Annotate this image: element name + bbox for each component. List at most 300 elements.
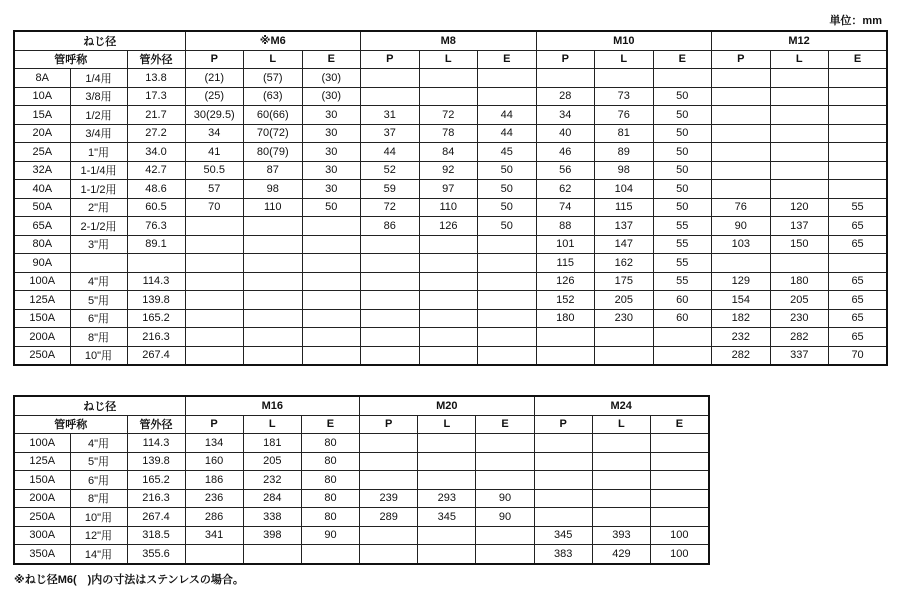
table-row	[14, 143, 887, 162]
cell-size: 200A	[14, 489, 70, 508]
cell-value: 44	[478, 124, 537, 143]
cell-value	[592, 508, 650, 527]
cell-value: 60	[653, 291, 712, 310]
cell-size: 100A	[14, 272, 70, 291]
cell-value: 230	[595, 309, 654, 328]
cell-value	[360, 434, 418, 453]
cell-value: 76	[595, 106, 654, 125]
cell-nominal: 6"用	[70, 471, 127, 490]
cell-value: 115	[595, 198, 654, 217]
cell-nominal: 5"用	[70, 291, 127, 310]
cell-value: 230	[770, 309, 829, 328]
cell-value: 97	[419, 180, 478, 199]
cell-value	[476, 434, 534, 453]
cell-value: 31	[361, 106, 420, 125]
cell-value: 338	[243, 508, 301, 527]
cell-value: (30)	[302, 87, 361, 106]
cell-value	[829, 69, 888, 88]
cell-nominal: 12"用	[70, 526, 127, 545]
cell-value	[301, 545, 359, 564]
cell-value	[361, 328, 420, 347]
cell-value	[478, 87, 537, 106]
cell-value: 175	[595, 272, 654, 291]
cell-value: 50	[478, 180, 537, 199]
cell-value: 205	[770, 291, 829, 310]
cell-value	[302, 328, 361, 347]
cell-value: 28	[536, 87, 595, 106]
cell-value	[651, 434, 709, 453]
spec-table-m6-m12	[13, 30, 888, 366]
cell-value	[478, 328, 537, 347]
cell-nominal: 5"用	[70, 452, 127, 471]
cell-value: 72	[419, 106, 478, 125]
cell-value: 73	[595, 87, 654, 106]
header-col-e: E	[301, 415, 359, 434]
cell-value: 50	[302, 198, 361, 217]
cell-value: 30	[302, 143, 361, 162]
cell-value: 34	[536, 106, 595, 125]
cell-value: 282	[770, 328, 829, 347]
cell-value	[595, 328, 654, 347]
cell-outer-diameter: 165.2	[127, 309, 185, 328]
cell-value: 55	[653, 217, 712, 236]
table-row	[14, 291, 887, 310]
header-col-l: L	[770, 50, 829, 69]
cell-outer-diameter: 89.1	[127, 235, 185, 254]
cell-outer-diameter: 267.4	[127, 508, 185, 527]
cell-value	[185, 291, 244, 310]
cell-value: 126	[536, 272, 595, 291]
cell-value: 284	[243, 489, 301, 508]
cell-value	[244, 217, 303, 236]
cell-value: 104	[595, 180, 654, 199]
cell-value	[360, 452, 418, 471]
header-nominal: 管呼称	[14, 50, 127, 69]
cell-value: 115	[536, 254, 595, 273]
cell-value: 289	[360, 508, 418, 527]
cell-value: 65	[829, 235, 888, 254]
cell-value: 80	[301, 434, 359, 453]
cell-value	[360, 526, 418, 545]
cell-value: 55	[653, 254, 712, 273]
cell-outer-diameter: 114.3	[127, 272, 185, 291]
cell-value	[712, 143, 771, 162]
cell-value: 152	[536, 291, 595, 310]
cell-value	[418, 545, 476, 564]
header-row	[14, 50, 887, 69]
cell-value: 134	[185, 434, 243, 453]
cell-value	[829, 161, 888, 180]
cell-nominal: 1"用	[70, 143, 127, 162]
cell-value: 44	[361, 143, 420, 162]
cell-value	[478, 346, 537, 365]
cell-value	[770, 180, 829, 199]
cell-value: 92	[419, 161, 478, 180]
cell-value	[302, 291, 361, 310]
cell-outer-diameter: 267.4	[127, 346, 185, 365]
cell-value: 30(29.5)	[185, 106, 244, 125]
cell-value: 30	[302, 161, 361, 180]
cell-value	[478, 272, 537, 291]
header-col-p: P	[712, 50, 771, 69]
cell-value	[829, 180, 888, 199]
table-row	[14, 161, 887, 180]
cell-value	[651, 508, 709, 527]
cell-value: 239	[360, 489, 418, 508]
cell-value	[302, 346, 361, 365]
cell-value: 341	[185, 526, 243, 545]
cell-value: 50	[478, 161, 537, 180]
cell-value: 147	[595, 235, 654, 254]
table-row	[14, 106, 887, 125]
cell-size: 32A	[14, 161, 70, 180]
header-col-p: P	[536, 50, 595, 69]
table-row	[14, 254, 887, 273]
cell-value: 57	[185, 180, 244, 199]
cell-value	[476, 545, 534, 564]
cell-value: 236	[185, 489, 243, 508]
cell-value: 337	[770, 346, 829, 365]
cell-value	[712, 254, 771, 273]
header-col-l: L	[595, 50, 654, 69]
cell-value	[653, 328, 712, 347]
cell-value	[712, 69, 771, 88]
cell-value: 65	[829, 291, 888, 310]
cell-nominal: 4"用	[70, 434, 127, 453]
cell-value	[302, 217, 361, 236]
cell-value	[476, 452, 534, 471]
table-row	[14, 235, 887, 254]
cell-value: 90	[476, 508, 534, 527]
cell-value: 65	[829, 217, 888, 236]
table-row	[14, 198, 887, 217]
cell-value: 110	[244, 198, 303, 217]
cell-value: 182	[712, 309, 771, 328]
cell-outer-diameter: 60.5	[127, 198, 185, 217]
header-col-l: L	[243, 415, 301, 434]
header-outer-diameter: 管外径	[127, 50, 185, 69]
header-group-m16: M16	[185, 396, 360, 415]
cell-value	[478, 69, 537, 88]
cell-value	[419, 291, 478, 310]
cell-value	[244, 254, 303, 273]
header-group-m8: M8	[361, 31, 537, 50]
cell-value	[829, 106, 888, 125]
cell-value: 34	[185, 124, 244, 143]
cell-value	[595, 69, 654, 88]
cell-value	[595, 346, 654, 365]
cell-value: 286	[185, 508, 243, 527]
header-thread-size: ねじ径	[14, 396, 185, 415]
cell-value: 80(79)	[244, 143, 303, 162]
cell-value	[651, 452, 709, 471]
cell-value	[770, 124, 829, 143]
cell-value: 50	[653, 124, 712, 143]
cell-size: 250A	[14, 508, 70, 527]
cell-nominal: 1/2用	[70, 106, 127, 125]
cell-value: 50	[653, 198, 712, 217]
cell-nominal: 3/4用	[70, 124, 127, 143]
cell-value	[185, 545, 243, 564]
cell-outer-diameter: 216.3	[127, 489, 185, 508]
header-row	[14, 415, 709, 434]
cell-value	[534, 489, 592, 508]
cell-value	[185, 235, 244, 254]
header-col-e: E	[476, 415, 534, 434]
cell-value	[361, 69, 420, 88]
cell-nominal: 2"用	[70, 198, 127, 217]
header-col-e: E	[651, 415, 709, 434]
cell-value	[536, 346, 595, 365]
table-row	[14, 180, 887, 199]
cell-value	[302, 309, 361, 328]
cell-value	[302, 272, 361, 291]
header-group-m10: M10	[536, 31, 712, 50]
cell-value	[185, 328, 244, 347]
cell-value: 84	[419, 143, 478, 162]
cell-value: 72	[361, 198, 420, 217]
header-col-p: P	[185, 415, 243, 434]
cell-value: 126	[419, 217, 478, 236]
cell-outer-diameter: 355.6	[127, 545, 185, 564]
cell-value: 60(66)	[244, 106, 303, 125]
table-row	[14, 328, 887, 347]
cell-value: 180	[536, 309, 595, 328]
header-col-p: P	[185, 50, 244, 69]
cell-value	[418, 526, 476, 545]
cell-value: 90	[476, 489, 534, 508]
cell-outer-diameter: 139.8	[127, 452, 185, 471]
cell-nominal: 3/8用	[70, 87, 127, 106]
cell-size: 20A	[14, 124, 70, 143]
cell-value	[534, 434, 592, 453]
cell-value	[712, 87, 771, 106]
cell-value: (25)	[185, 87, 244, 106]
cell-value	[361, 309, 420, 328]
cell-nominal: 1-1/2用	[70, 180, 127, 199]
table-row	[14, 489, 709, 508]
cell-value: 40	[536, 124, 595, 143]
cell-value: 74	[536, 198, 595, 217]
cell-value	[243, 545, 301, 564]
cell-value	[360, 471, 418, 490]
cell-value: 50	[478, 198, 537, 217]
cell-outer-diameter: 13.8	[127, 69, 185, 88]
table-row	[14, 272, 887, 291]
cell-value	[418, 471, 476, 490]
cell-value: 80	[301, 508, 359, 527]
cell-value: 137	[595, 217, 654, 236]
cell-value: (21)	[185, 69, 244, 88]
cell-value	[418, 434, 476, 453]
cell-size: 40A	[14, 180, 70, 199]
cell-value: 429	[592, 545, 650, 564]
cell-outer-diameter: 318.5	[127, 526, 185, 545]
cell-value: 101	[536, 235, 595, 254]
cell-value	[419, 69, 478, 88]
cell-value: 232	[243, 471, 301, 490]
cell-nominal: 1/4用	[70, 69, 127, 88]
cell-value: 76	[712, 198, 771, 217]
cell-value	[829, 124, 888, 143]
cell-value: 205	[595, 291, 654, 310]
cell-size: 10A	[14, 87, 70, 106]
cell-value: 55	[829, 198, 888, 217]
cell-value: 110	[419, 198, 478, 217]
cell-value	[592, 489, 650, 508]
cell-outer-diameter: 114.3	[127, 434, 185, 453]
cell-value	[418, 452, 476, 471]
table-row	[14, 434, 709, 453]
cell-value: 52	[361, 161, 420, 180]
cell-outer-diameter: 17.3	[127, 87, 185, 106]
cell-value: 90	[301, 526, 359, 545]
cell-size: 150A	[14, 309, 70, 328]
cell-value: 181	[243, 434, 301, 453]
cell-value	[770, 143, 829, 162]
cell-value: 59	[361, 180, 420, 199]
cell-value: 45	[478, 143, 537, 162]
cell-value: 65	[829, 309, 888, 328]
cell-value	[302, 254, 361, 273]
cell-outer-diameter: 27.2	[127, 124, 185, 143]
cell-value: 100	[651, 526, 709, 545]
header-col-l: L	[592, 415, 650, 434]
header-col-e: E	[653, 50, 712, 69]
cell-size: 300A	[14, 526, 70, 545]
cell-value: 50	[653, 106, 712, 125]
cell-value	[770, 106, 829, 125]
cell-value: 90	[712, 217, 771, 236]
cell-value: 41	[185, 143, 244, 162]
cell-value: 46	[536, 143, 595, 162]
cell-value	[361, 235, 420, 254]
cell-nominal: 8"用	[70, 489, 127, 508]
cell-value: 129	[712, 272, 771, 291]
header-group-m12: M12	[712, 31, 888, 50]
cell-outer-diameter: 165.2	[127, 471, 185, 490]
cell-value: 60	[653, 309, 712, 328]
cell-value	[478, 309, 537, 328]
cell-value: 56	[536, 161, 595, 180]
cell-value: 81	[595, 124, 654, 143]
cell-value	[651, 471, 709, 490]
cell-value: 50.5	[185, 161, 244, 180]
cell-value	[534, 508, 592, 527]
cell-nominal: 4"用	[70, 272, 127, 291]
header-row	[14, 31, 887, 50]
header-col-p: P	[361, 50, 420, 69]
unit-label: 単位：mm	[829, 15, 882, 27]
cell-nominal: 8"用	[70, 328, 127, 347]
cell-nominal	[70, 254, 127, 273]
header-col-l: L	[419, 50, 478, 69]
cell-outer-diameter: 42.7	[127, 161, 185, 180]
cell-value: 88	[536, 217, 595, 236]
cell-value	[419, 254, 478, 273]
cell-size: 80A	[14, 235, 70, 254]
cell-value	[244, 346, 303, 365]
cell-value	[770, 161, 829, 180]
spec-table-m16-m24	[13, 395, 710, 565]
cell-value	[185, 309, 244, 328]
cell-value: 65	[829, 328, 888, 347]
cell-value: 70	[185, 198, 244, 217]
header-col-l: L	[244, 50, 303, 69]
cell-value: 50	[653, 143, 712, 162]
cell-value	[361, 87, 420, 106]
header-col-e: E	[478, 50, 537, 69]
cell-size: 90A	[14, 254, 70, 273]
table-row	[14, 545, 709, 564]
cell-value	[534, 471, 592, 490]
cell-value	[476, 471, 534, 490]
cell-value	[592, 452, 650, 471]
cell-outer-diameter: 34.0	[127, 143, 185, 162]
cell-value: 50	[653, 161, 712, 180]
cell-value: 62	[536, 180, 595, 199]
cell-value	[476, 526, 534, 545]
cell-value: 65	[829, 272, 888, 291]
cell-value	[361, 291, 420, 310]
cell-value	[361, 346, 420, 365]
cell-size: 250A	[14, 346, 70, 365]
cell-value: 345	[418, 508, 476, 527]
header-group-m6: ※M6	[185, 31, 361, 50]
table-row	[14, 69, 887, 88]
table-row	[14, 309, 887, 328]
cell-value: 160	[185, 452, 243, 471]
cell-outer-diameter: 76.3	[127, 217, 185, 236]
header-col-p: P	[534, 415, 592, 434]
cell-value	[478, 235, 537, 254]
table-row	[14, 471, 709, 490]
cell-nominal: 2-1/2用	[70, 217, 127, 236]
table-row	[14, 87, 887, 106]
cell-value	[185, 217, 244, 236]
cell-value	[361, 272, 420, 291]
cell-value	[302, 235, 361, 254]
header-col-e: E	[302, 50, 361, 69]
cell-value	[653, 346, 712, 365]
header-group-m20: M20	[360, 396, 535, 415]
cell-value: 70(72)	[244, 124, 303, 143]
cell-value: 232	[712, 328, 771, 347]
cell-value: 70	[829, 346, 888, 365]
cell-nominal: 10"用	[70, 508, 127, 527]
cell-size: 65A	[14, 217, 70, 236]
cell-value	[419, 328, 478, 347]
header-thread-size: ねじ径	[14, 31, 185, 50]
cell-nominal: 6"用	[70, 309, 127, 328]
cell-value	[244, 309, 303, 328]
cell-size: 15A	[14, 106, 70, 125]
cell-value	[536, 328, 595, 347]
cell-value	[244, 272, 303, 291]
header-outer-diameter: 管外径	[127, 415, 185, 434]
cell-outer-diameter: 216.3	[127, 328, 185, 347]
header-col-l: L	[418, 415, 476, 434]
cell-value	[419, 272, 478, 291]
table-row	[14, 526, 709, 545]
header-nominal: 管呼称	[14, 415, 127, 434]
cell-nominal: 1-1/4用	[70, 161, 127, 180]
cell-value: 98	[595, 161, 654, 180]
cell-value	[536, 69, 595, 88]
cell-value	[185, 346, 244, 365]
cell-size: 200A	[14, 328, 70, 347]
footnote: ※ねじ径M6( )内の寸法はステンレスの場合。	[14, 574, 244, 586]
